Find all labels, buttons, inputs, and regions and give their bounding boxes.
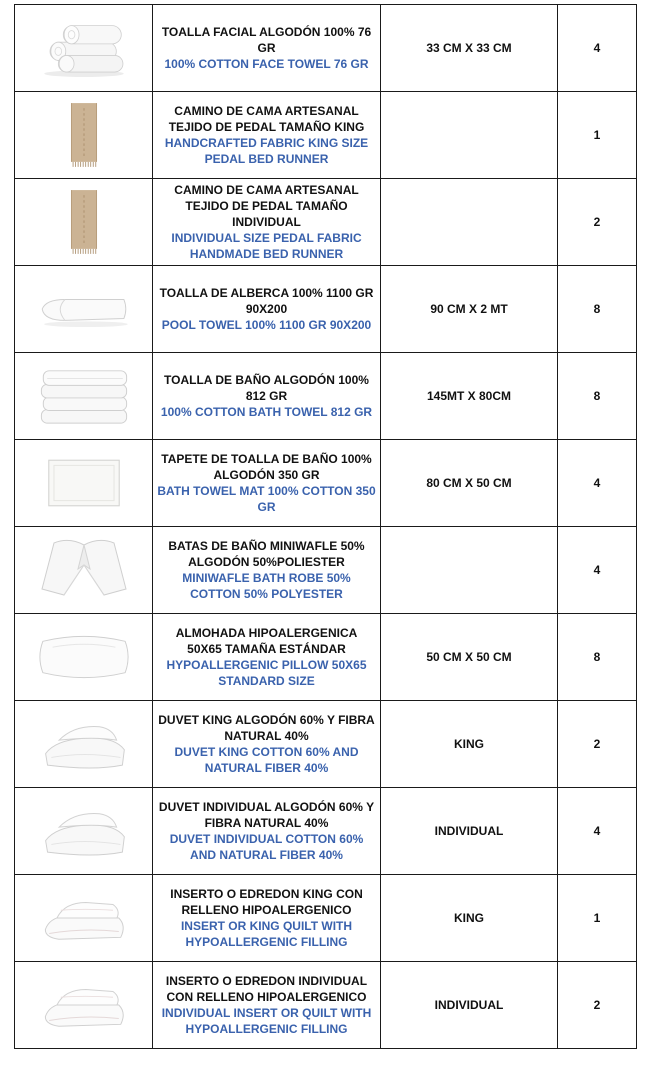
pillow-icon: [35, 629, 133, 685]
product-name-spanish: CAMINO DE CAMA ARTESANAL TEJIDO DE PEDAL TAMAÑO KING: [168, 104, 365, 134]
table-row: [15, 179, 637, 266]
product-quantity-cell: 2: [558, 701, 637, 788]
product-name-english: BATH TOWEL MAT 100% COTTON 350 GR: [157, 484, 376, 514]
pool-towel-icon: [36, 290, 132, 328]
rolled-face-towels-icon: [38, 19, 130, 77]
product-name-spanish: ALMOHADA HIPOALERGENICA 50X65 TAMAÑA ESTÁNDAR: [175, 626, 358, 656]
product-description-cell: [153, 5, 381, 92]
product-description-cell: [153, 353, 381, 440]
product-quantity-cell: 2: [558, 179, 637, 266]
quilt-insert-icon: [35, 976, 133, 1034]
product-size-cell: KING: [381, 701, 558, 788]
quilt-insert-icon: [35, 889, 133, 947]
product-name-spanish: INSERTO O EDREDON KING CON RELLENO HIPOALERGENICO: [170, 887, 363, 917]
product-description-cell: [153, 788, 381, 875]
product-size-cell: 145MT X 80CM: [381, 353, 558, 440]
product-size-cell: [381, 527, 558, 614]
product-table-body: [15, 5, 637, 1049]
product-name-spanish: TOALLA FACIAL ALGODÓN 100% 76 GR: [161, 25, 372, 55]
table-row: [15, 875, 637, 962]
product-quantity-cell: 4: [558, 788, 637, 875]
product-description-cell: [153, 875, 381, 962]
product-description-cell: [153, 92, 381, 179]
product-name-spanish: CAMINO DE CAMA ARTESANAL TEJIDO DE PEDAL TAMAÑO INDIVIDUAL: [174, 183, 359, 229]
table-row: [15, 440, 637, 527]
product-name-spanish: TOALLA DE BAÑO ALGODÓN 100% 812 GR: [164, 373, 369, 403]
product-name-english: MINIWAFLE BATH ROBE 50% COTTON 50% POLYESTER: [182, 571, 351, 601]
product-image-cell: [15, 614, 153, 701]
product-size-cell: [381, 179, 558, 266]
product-description-cell: [153, 179, 381, 266]
table-row: [15, 962, 637, 1049]
product-name-spanish: INSERTO O EDREDON INDIVIDUAL CON RELLENO HIPOALERGENICO: [165, 974, 368, 1004]
product-description-cell: [153, 527, 381, 614]
product-image-cell: [15, 5, 153, 92]
product-size-cell: INDIVIDUAL: [381, 788, 558, 875]
product-name-english: INSERT OR KING QUILT WITH HYPOALLERGENIC FILLING: [180, 919, 353, 949]
bed-runner-icon: [63, 100, 105, 170]
product-name-english: 100% COTTON BATH TOWEL 812 GR: [160, 405, 373, 419]
product-image-cell: [15, 788, 153, 875]
product-description-cell: [153, 440, 381, 527]
product-image-cell: [15, 875, 153, 962]
product-size-cell: 90 CM X 2 MT: [381, 266, 558, 353]
product-table: [14, 4, 637, 1049]
bath-robe-icon: [34, 535, 134, 605]
table-row: [15, 614, 637, 701]
bed-runner-icon: [63, 187, 105, 257]
duvet-icon: [36, 715, 132, 773]
product-name-spanish: DUVET INDIVIDUAL ALGODÓN 60% Y FIBRA NATURAL 40%: [158, 800, 375, 830]
product-quantity-cell: 8: [558, 266, 637, 353]
product-image-cell: [15, 266, 153, 353]
product-quantity-cell: 1: [558, 875, 637, 962]
table-row: [15, 527, 637, 614]
product-name-english: 100% COTTON FACE TOWEL 76 GR: [164, 57, 369, 71]
product-name-english: DUVET KING COTTON 60% AND NATURAL FIBER 40%: [174, 745, 359, 775]
product-quantity-cell: 4: [558, 440, 637, 527]
duvet-icon: [36, 802, 132, 860]
table-row: [15, 701, 637, 788]
table-row: [15, 5, 637, 92]
product-name-spanish: TOALLA DE ALBERCA 100% 1100 GR 90X200: [159, 286, 374, 316]
product-quantity-cell: 8: [558, 614, 637, 701]
product-size-cell: 33 CM X 33 CM: [381, 5, 558, 92]
product-image-cell: [15, 962, 153, 1049]
product-name-english: INDIVIDUAL INSERT OR QUILT WITH HYPOALLERGENIC FILLING: [161, 1006, 372, 1036]
table-row: [15, 92, 637, 179]
product-size-cell: 50 CM X 50 CM: [381, 614, 558, 701]
product-quantity-cell: 4: [558, 527, 637, 614]
product-name-spanish: BATAS DE BAÑO MINIWAFLE 50% ALGODÓN 50%POLIESTER: [168, 539, 365, 569]
table-row: [15, 266, 637, 353]
product-image-cell: [15, 353, 153, 440]
product-quantity-cell: 8: [558, 353, 637, 440]
product-size-cell: [381, 92, 558, 179]
product-name-english: INDIVIDUAL SIZE PEDAL FABRIC HANDMADE BED RUNNER: [171, 231, 362, 261]
product-image-cell: [15, 179, 153, 266]
product-image-cell: [15, 92, 153, 179]
product-name-english: HANDCRAFTED FABRIC KING SIZE PEDAL BED RUNNER: [164, 136, 369, 166]
product-name-english: POOL TOWEL 100% 1100 GR 90X200: [161, 318, 372, 332]
table-row: [15, 353, 637, 440]
product-size-cell: 80 CM X 50 CM: [381, 440, 558, 527]
product-description-cell: [153, 962, 381, 1049]
product-image-cell: [15, 440, 153, 527]
product-name-spanish: DUVET KING ALGODÓN 60% Y FIBRA NATURAL 40%: [158, 713, 375, 743]
product-description-cell: [153, 614, 381, 701]
stacked-bath-towels-icon: [35, 365, 133, 427]
product-description-cell: [153, 701, 381, 788]
bath-mat-icon: [42, 454, 126, 512]
table-row: [15, 788, 637, 875]
product-name-spanish: TAPETE DE TOALLA DE BAÑO 100% ALGODÓN 350 GR: [161, 452, 372, 482]
product-size-cell: KING: [381, 875, 558, 962]
product-image-cell: [15, 701, 153, 788]
product-name-english: HYPOALLERGENIC PILLOW 50X65 STANDARD SIZE: [166, 658, 367, 688]
product-description-cell: [153, 266, 381, 353]
product-size-cell: INDIVIDUAL: [381, 962, 558, 1049]
product-quantity-cell: 2: [558, 962, 637, 1049]
product-name-english: DUVET INDIVIDUAL COTTON 60% AND NATURAL FIBER 40%: [169, 832, 364, 862]
product-quantity-cell: 1: [558, 92, 637, 179]
product-quantity-cell: 4: [558, 5, 637, 92]
product-image-cell: [15, 527, 153, 614]
